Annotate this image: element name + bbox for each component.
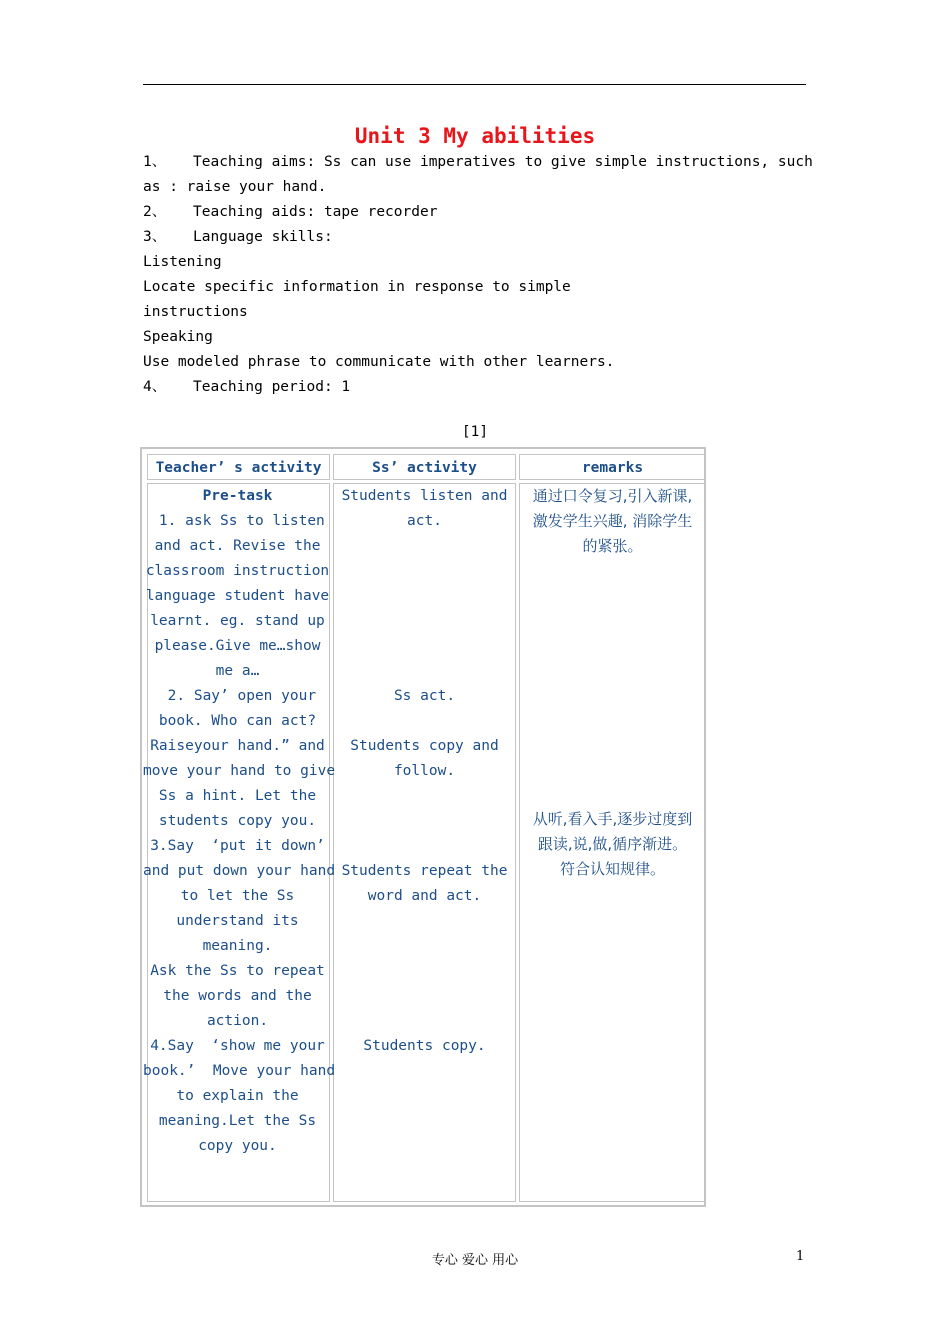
item-text: instructions: [143, 304, 248, 320]
teacher-line: book. Who can act?: [158, 713, 317, 729]
ss-line: Students listen and: [341, 488, 508, 504]
item-number: 2、: [143, 204, 167, 220]
teacher-activity-text: [143, 484, 336, 1159]
teacher-line: the words and the: [163, 988, 312, 1004]
header-remarks: remarks: [519, 454, 706, 480]
ss-line: [333, 934, 516, 959]
teacher-line: 3.Say ‘put it down’: [150, 838, 325, 854]
remark-line: 符合认知规律。: [559, 860, 665, 878]
ss-line: [333, 1009, 516, 1034]
ss-line: Students copy.: [363, 1038, 486, 1054]
ss-line: Ss act.: [393, 688, 456, 704]
teacher-line: 1. ask Ss to listen: [150, 513, 325, 529]
item-text: Listening: [143, 254, 222, 270]
pre-task-heading: Pre-task: [202, 488, 273, 504]
header-teacher-activity: Teacher’ s activity: [147, 454, 330, 480]
ss-line: [333, 984, 516, 1009]
item-text: Teaching aids: tape recorder: [193, 204, 438, 220]
ss-line: [333, 784, 516, 809]
intro-line: [143, 325, 813, 350]
teacher-line: please.Give me…show: [154, 638, 321, 654]
intro-line: [143, 150, 813, 175]
teacher-line: learnt. eg. stand up: [150, 613, 325, 629]
teacher-line: meaning.Let the Ss: [158, 1113, 317, 1129]
item-text: Use modeled phrase to communicate with other learners.: [143, 354, 615, 370]
ss-line: [333, 709, 516, 734]
ss-line: [333, 534, 516, 559]
item-number: 1、: [143, 154, 167, 170]
intro-line: [143, 200, 813, 225]
ss-line: [333, 909, 516, 934]
remark-line: 跟读,说,做,循序渐进。: [537, 835, 688, 853]
header-rule: [143, 84, 806, 85]
teacher-line: Ask the Ss to repeat: [150, 963, 325, 979]
teacher-line: to let the Ss: [180, 888, 295, 904]
teacher-line: classroom instruction: [145, 563, 330, 579]
item-text: Teaching period: 1: [193, 379, 351, 395]
intro-line: [143, 250, 813, 275]
teacher-line: me a…: [215, 663, 260, 679]
ss-line: [333, 634, 516, 659]
item-number: 3、: [143, 229, 167, 245]
item-text: Speaking: [143, 329, 213, 345]
remarks-block-2: [519, 807, 706, 882]
intro-line: [143, 300, 813, 325]
ss-line: follow.: [393, 763, 456, 779]
ss-line: act.: [407, 513, 442, 529]
teacher-line: Raiseyour hand.” and: [150, 738, 325, 754]
remark-line: 激发学生兴趣, 消除学生: [532, 512, 693, 530]
ss-line: [333, 584, 516, 609]
ss-line: [333, 559, 516, 584]
teacher-line: copy you.: [198, 1138, 277, 1154]
ss-activity-text: [333, 484, 516, 1059]
header-ss-activity: Ss’ activity: [333, 454, 516, 480]
teacher-line: understand its: [176, 913, 299, 929]
teacher-line: action.: [206, 1013, 269, 1029]
teacher-line: meaning.: [202, 938, 273, 954]
teacher-line: to explain the: [176, 1088, 299, 1104]
intro-line: [143, 225, 813, 250]
teacher-line: 2. Say’ open your: [158, 688, 317, 704]
teacher-line: language student have: [145, 588, 330, 604]
teacher-line: Ss a hint. Let the: [158, 788, 317, 804]
lesson-table: [140, 447, 706, 1207]
intro-line: [143, 175, 813, 200]
intro-line: [143, 275, 813, 300]
page-footer: 专心 爱心 用心: [431, 1253, 519, 1268]
intro-line: [143, 375, 813, 400]
teacher-line: and act. Revise the: [154, 538, 321, 554]
teacher-line: and put down your hand: [143, 863, 336, 879]
remarks-block-1: [519, 484, 706, 559]
teacher-line: students copy you.: [158, 813, 317, 829]
ss-line: [333, 659, 516, 684]
item-text: as : raise your hand.: [143, 179, 327, 195]
ss-line: [333, 834, 516, 859]
page-number: 1: [796, 1249, 805, 1264]
ss-line: [333, 609, 516, 634]
ss-line: Students copy and: [350, 738, 499, 754]
ss-line: [333, 959, 516, 984]
ss-line: word and act.: [367, 888, 482, 904]
remark-line: 的紧张。: [582, 537, 643, 555]
item-text: Teaching aims: Ss can use imperatives to give simple instructions, such: [193, 154, 813, 170]
teacher-line: book.’ Move your hand: [143, 1063, 336, 1079]
intro-line: [143, 350, 813, 375]
item-text: Language skills:: [193, 229, 333, 245]
ss-line: Students repeat the: [341, 863, 508, 879]
teacher-line: 4.Say ‘show me your: [150, 1038, 325, 1054]
remark-line: 通过口令复习,引入新课,: [532, 487, 693, 505]
document-title: Unit 3 My abilities: [354, 124, 596, 148]
item-number: 4、: [143, 379, 167, 395]
item-text: Locate specific information in response to simple: [143, 279, 571, 295]
ss-line: [333, 809, 516, 834]
teacher-line: move your hand to give: [143, 763, 336, 779]
intro-section: [143, 150, 813, 400]
remark-line: 从听,看入手,逐步过度到: [532, 810, 693, 828]
table-caption: [1]: [461, 424, 489, 440]
